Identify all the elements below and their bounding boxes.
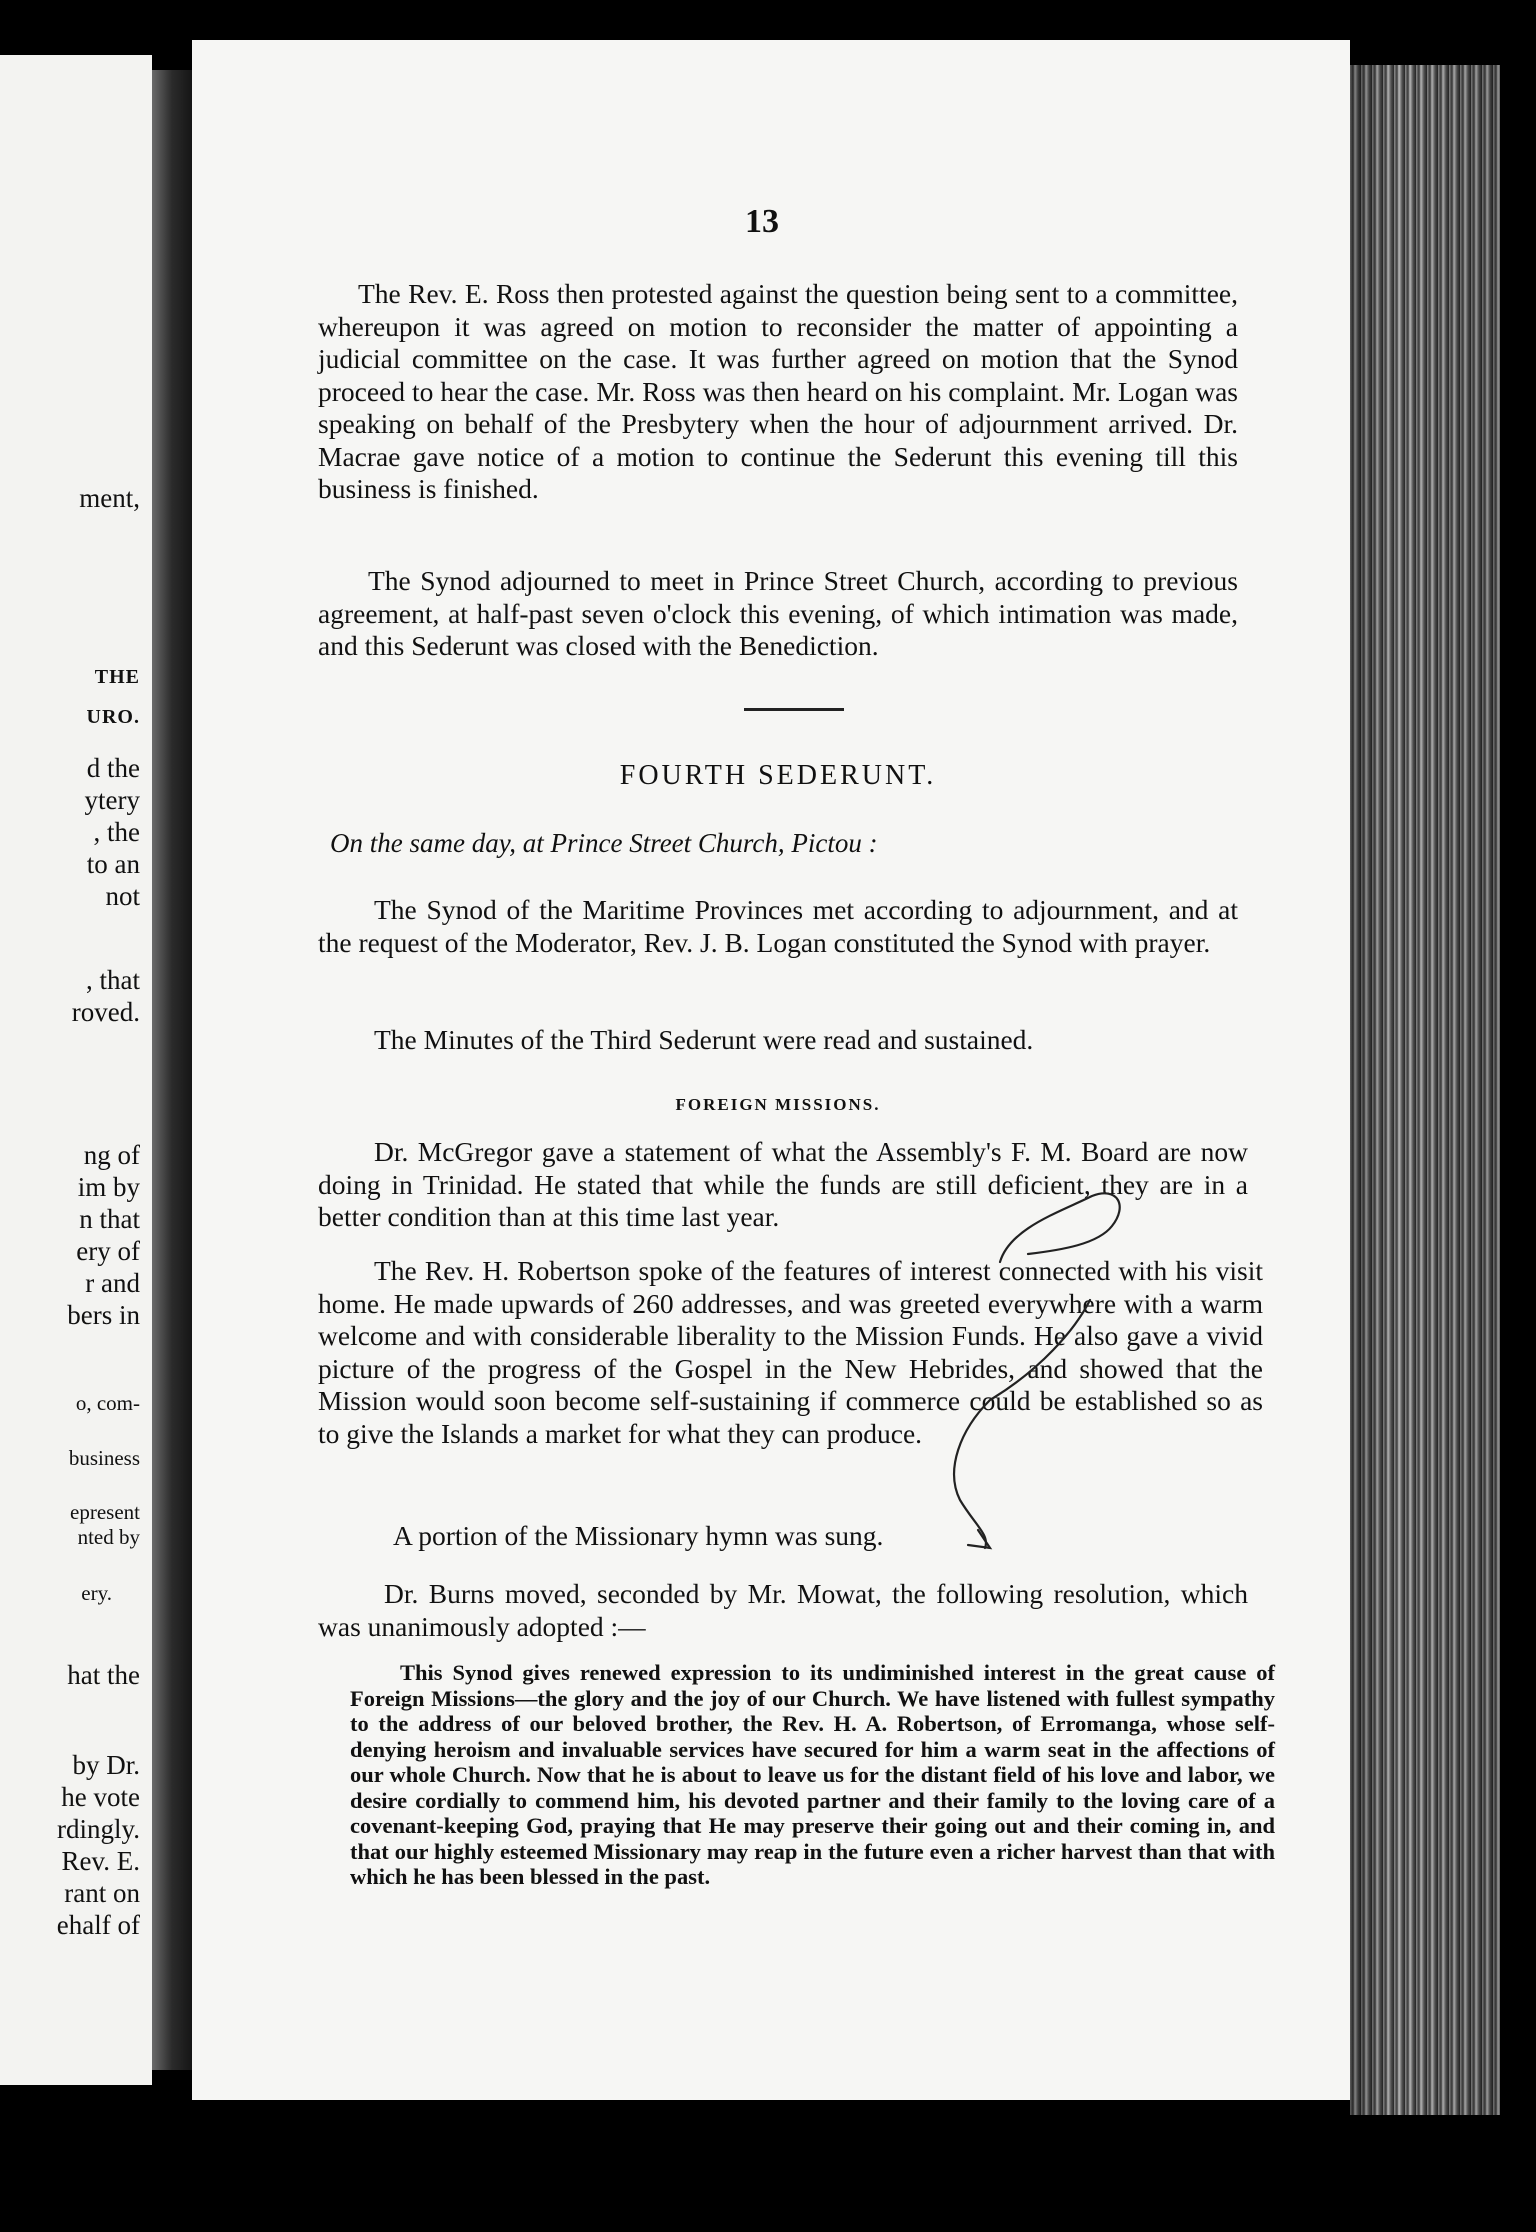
left-page-line: by Dr. xyxy=(72,1750,140,1780)
left-page-line: rdingly. xyxy=(57,1814,140,1844)
foreign-missions-heading: FOREIGN MISSIONS. xyxy=(675,1095,881,1114)
left-page-line: ehalf of xyxy=(56,1910,140,1940)
left-page-line: d the xyxy=(86,753,140,783)
left-page-line: o, com- xyxy=(75,1391,140,1415)
left-page xyxy=(0,55,152,2085)
paragraph-minutes-sustained: The Minutes of the Third Sederunt were read and sustained. xyxy=(374,1024,1034,1055)
left-page-line: ytery xyxy=(84,785,140,815)
page-edges-shadow xyxy=(1350,65,1500,2115)
left-page-line: n that xyxy=(79,1204,140,1234)
left-page-line: epresent xyxy=(70,1500,140,1524)
left-page-line: Rev. E. xyxy=(61,1846,140,1876)
left-page-line: ng of xyxy=(83,1140,140,1170)
left-page-line: ment, xyxy=(79,483,140,513)
left-page-line: nted by xyxy=(77,1525,140,1549)
left-page-line: not xyxy=(105,881,140,911)
left-page-line: , the xyxy=(93,817,140,847)
paragraph-synod-met: The Synod of the Maritime Provinces met according to adjournment, and at the request of the Moderator, Rev. J. B. Logan constituted the Synod with prayer. xyxy=(318,894,1238,958)
book-gutter xyxy=(152,70,192,2070)
paragraph-mcgregor-statement: Dr. McGregor gave a statement of what the Assembly's F. M. Board are now doing in Trinidad. He stated that while the funds are still deficient, they are in a better condition than at this time last year. xyxy=(318,1136,1248,1232)
left-page-line: hat the xyxy=(67,1660,140,1690)
paragraph-missionary-hymn: A portion of the Missionary hymn was sung. xyxy=(393,1520,884,1551)
left-page-line: business xyxy=(68,1446,140,1470)
left-page-line: ery. xyxy=(81,1581,112,1605)
left-page-line: URO. xyxy=(86,706,140,728)
date-line: On the same day, at Prince Street Church, Pictou : xyxy=(330,828,878,858)
left-page-line: r and xyxy=(85,1268,140,1298)
left-page-line: im by xyxy=(77,1172,140,1202)
paragraph-robertson-visit: The Rev. H. Robertson spoke of the features of interest connected with his visit home. He made upwards of 260 addresses, and was greeted everywhere with a warm welcome and with considerable liberality to the Mission Funds. He also gave a vivid picture of the progress of the Gospel in the New Hebrides, and showed that the Mission would soon become self-sustaining if commerce could be established so as to give the Islands a market for what they can produce. xyxy=(318,1255,1263,1449)
sederunt-title: FOURTH SEDERUNT. xyxy=(619,760,937,791)
paragraph-burns-motion: Dr. Burns moved, seconded by Mr. Mowat, the following resolution, which was unanimously adopted :— xyxy=(318,1578,1248,1642)
left-page-line: ery of xyxy=(76,1236,140,1266)
resolution-text: This Synod gives renewed expression to its undiminished interest in the great cause of Foreign Missions—the glory and the joy of our Church. We have listened with fullest sympathy to the address of our beloved brother, the Rev. H. A. Robertson, of Erromanga, whose self-denying heroism and invaluable services have secured for him a warm seat in the affections of our whole Church. Now that he is about to leave us for the distant field of his love and labor, we desire cordially to commend him, his devoted partner and their family to the loving care of a covenant-keeping God, praying that He may preserve their going out and their coming in, and that our highly esteemed Missionary may reap in the future even a richer harvest than that with which he has been blessed in the past. xyxy=(350,1660,1275,1889)
left-page-line: rant on xyxy=(64,1878,140,1908)
left-page-line: roved. xyxy=(71,997,140,1027)
paragraph-ross-protest: The Rev. E. Ross then protested against the question being sent to a committee, whereupon it was agreed on motion to reconsider the matter of appointing a judicial committee on the case. It was further agreed on motion that the Synod proceed to hear the case. Mr. Ross was then heard on his complaint. Mr. Logan was speaking on behalf of the Presbytery when the hour of adjournment arrived. Dr. Macrae gave notice of a motion to continue the Sederunt this evening till this business is finished. xyxy=(318,278,1238,504)
left-page-line: , that xyxy=(86,965,140,995)
left-page-line: he vote xyxy=(61,1782,140,1812)
page-number: 13 xyxy=(745,203,779,240)
section-divider xyxy=(744,708,844,711)
paragraph-synod-adjourned: The Synod adjourned to meet in Prince Street Church, according to previous agreement, at half-past seven o'clock this evening, of which intimation was made, and this Sederunt was closed with the Benediction. xyxy=(318,565,1238,661)
left-page-line: to an xyxy=(86,849,140,879)
left-page-line: bers in xyxy=(67,1300,140,1330)
left-page-line: THE xyxy=(94,666,140,688)
